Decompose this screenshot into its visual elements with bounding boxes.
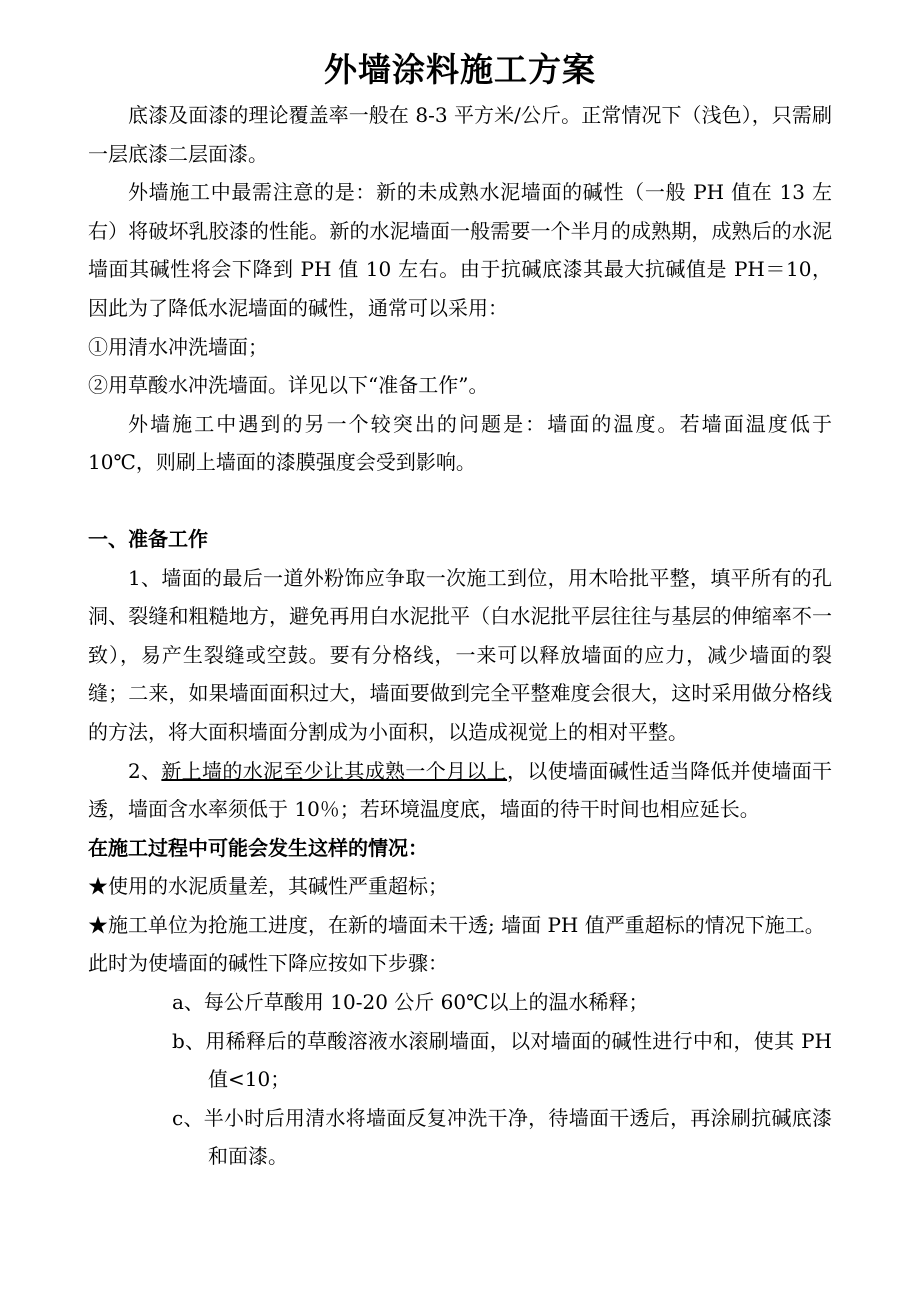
preparation-point-2: [88, 752, 832, 829]
point-2-underlined-text: 新上墙的水泥至少让其成熟一个月以上: [161, 758, 508, 783]
document-title: 外墙涂料施工方案: [324, 50, 596, 89]
method-item-water: ①用清水冲洗墙面；: [88, 334, 268, 359]
section-heading-preparation: 一、准备工作: [88, 526, 208, 551]
step-c: c、半小时后用清水将墙面反复冲洗干净，待墙面干透后，再涂刷抗碱底漆和面漆。: [172, 1105, 832, 1169]
point-2-rest: ，以使墙面碱性适当降低并使墙面干透，墙面含水率须低于 10％；若环境温度底，墙面的待干时间也相应延长。: [88, 758, 833, 822]
document-body: [88, 96, 832, 1176]
preparation-point-1: 1、墙面的最后一道外粉饰应争取一次施工到位，用木哈批平整，填平所有的孔洞、裂缝和粗糙地方，避免再用白水泥批平（白水泥批平层往往与基层的伸缩率不一致），易产生裂缝或空鼓。要有分格线，一来可以释放墙面的应力，减少墙面的裂缝；二来，如果墙面面积过大，墙面要做到完全平整难度会很大，这时采用做分格线的方法，将大面积墙面分割成为小面积，以造成视觉上的相对平整。: [88, 565, 832, 744]
steps-intro: 此时为使墙面的碱性下降应按如下步骤：: [88, 951, 448, 976]
situation-item-schedule: ★施工单位为抢施工进度，在新的墙面未干透; 墙面 PH 值严重超标的情况下施工。: [88, 912, 825, 937]
intro-paragraph-coverage: 底漆及面漆的理论覆盖率一般在 8-3 平方米/公斤。正常情况下（浅色），只需刷一层底漆二层面漆。: [88, 103, 832, 166]
section-spacer: [88, 482, 832, 520]
situation-item-cement: ★使用的水泥质量差，其碱性严重超标；: [88, 874, 448, 899]
situation-heading: 在施工过程中可能会发生这样的情况：: [88, 835, 428, 860]
steps-list: [88, 983, 832, 1176]
step-a: a、每公斤草酸用 10-20 公斤 60℃以上的温水稀释；: [172, 990, 649, 1015]
point-2-number: 2、: [128, 758, 162, 783]
intro-paragraph-temperature: 外墙施工中遇到的另一个较突出的问题是：墙面的温度。若墙面温度低于 10℃，则刷上墙面的漆膜强度会受到影响。: [88, 411, 832, 475]
intro-paragraph-alkalinity: 外墙施工中最需注意的是：新的未成熟水泥墙面的碱性（一般 PH 值在 13 左右）将破坏乳胶漆的性能。新的水泥墙面一般需要一个半月的成熟期，成熟后的水泥墙面其碱性将会下降到 PH 值 10 左右。由于抗碱底漆其最大抗碱值是 PH＝10，因此为了降低水泥墙面的碱性，通常可以采用：: [88, 180, 832, 320]
step-b: b、用稀释后的草酸溶液水滚刷墙面，以对墙面的碱性进行中和，使其 PH 值<10；: [172, 1028, 832, 1092]
method-item-oxalic: ②用草酸水冲洗墙面。详见以下“准备工作”。: [88, 373, 489, 398]
